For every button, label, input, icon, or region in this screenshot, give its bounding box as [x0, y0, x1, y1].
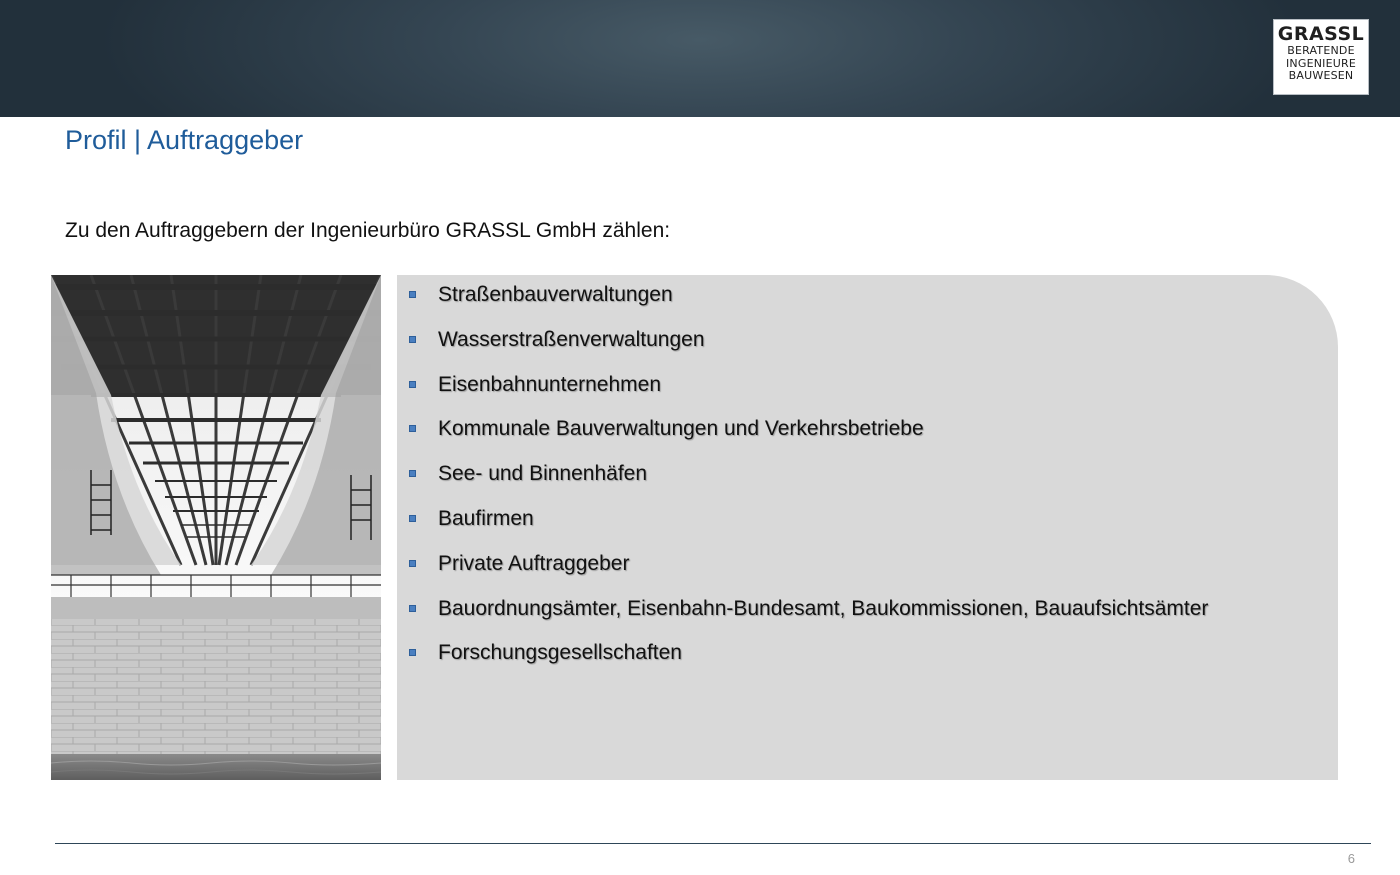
- list-item-label: Eisenbahnunternehmen: [438, 372, 662, 396]
- square-bullet-icon: [409, 336, 416, 343]
- list-item-label: Bauordnungsämter, Eisenbahn-Bundesamt, Baukommissionen, Bauaufsichtsämter: [438, 596, 1209, 620]
- list-item-label: Forschungsgesellschaften: [438, 641, 682, 665]
- square-bullet-icon: [409, 425, 416, 432]
- list-item-label: Wasserstraßenverwaltungen: [438, 327, 705, 351]
- logo-line-1: BERATENDE: [1287, 44, 1355, 57]
- square-bullet-icon: [409, 515, 416, 522]
- logo-name: GRASSL: [1277, 23, 1365, 45]
- page-number: 6: [1347, 851, 1355, 866]
- header-band: [0, 0, 1400, 117]
- company-logo: [1273, 19, 1369, 95]
- intro-text: Zu den Auftraggebern der Ingenieurbüro GRASSL GmbH zählen:: [65, 219, 671, 242]
- bridge-underside-illustration: [51, 275, 381, 780]
- list-item-label: See- und Binnenhäfen: [438, 462, 648, 486]
- page-title: Profil | Auftraggeber: [65, 125, 304, 155]
- footer-divider: [55, 843, 1371, 844]
- list-item-label: Straßenbauverwaltungen: [438, 283, 673, 306]
- logo-line-2: INGENIEURE: [1285, 56, 1356, 70]
- client-list-panel: [397, 275, 1338, 780]
- square-bullet-icon: [409, 560, 416, 567]
- square-bullet-icon: [409, 291, 416, 298]
- logo-line-3: BAUWESEN: [1288, 69, 1354, 82]
- square-bullet-icon: [409, 649, 416, 656]
- list-item-label: Private Auftraggeber: [438, 551, 630, 575]
- list-item-label: Kommunale Bauverwaltungen und Verkehrsbetriebe: [438, 417, 924, 441]
- square-bullet-icon: [409, 605, 416, 612]
- square-bullet-icon: [409, 381, 416, 388]
- square-bullet-icon: [409, 470, 416, 477]
- bridge-photo: [51, 275, 381, 780]
- list-item-label: Baufirmen: [438, 506, 534, 530]
